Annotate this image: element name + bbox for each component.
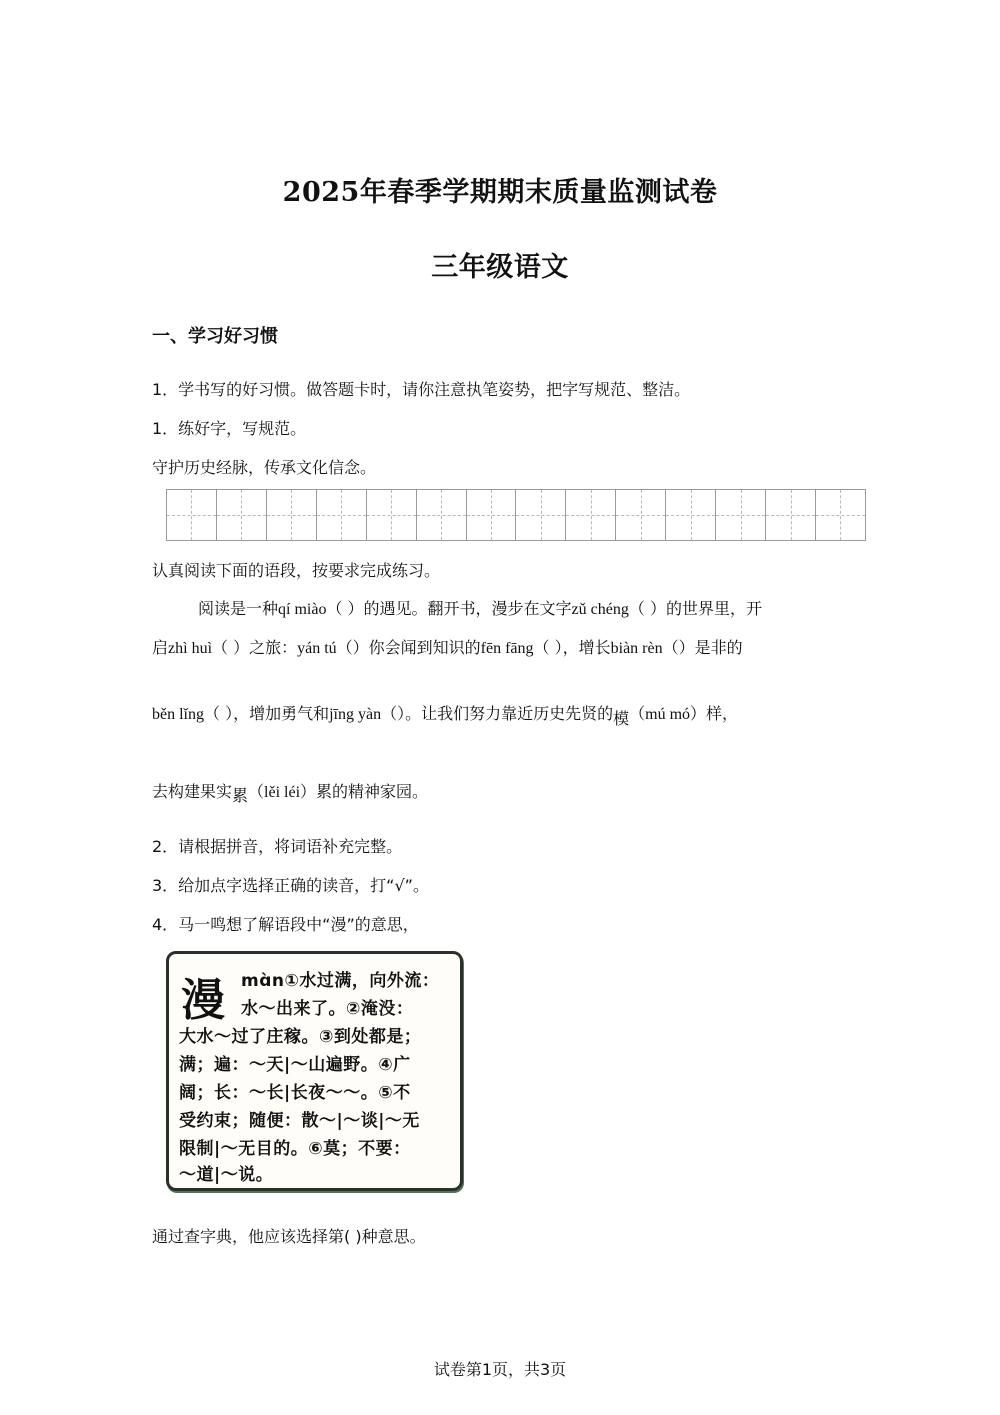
grid-cell[interactable]: [267, 490, 317, 540]
grid-cell[interactable]: [367, 490, 417, 540]
dotted-char: 模: [613, 709, 630, 728]
pinyin: fēn fāng: [480, 640, 534, 657]
dotted-char: 累: [232, 786, 249, 805]
question-4-followup: 通过查字典，他应该选择第( )种意思。: [152, 1227, 426, 1246]
text: 样，: [706, 704, 739, 723]
pinyin: jīng yàn: [329, 706, 382, 723]
grid-cell[interactable]: [666, 490, 716, 540]
dictionary-line: 阔；长：～长|长夜～～。⑤不: [179, 1083, 411, 1103]
text: （ ）之旅：: [212, 638, 298, 657]
grid-cell[interactable]: [516, 490, 566, 540]
dictionary-line: 限制|～无目的。⑥莫；不要：: [179, 1139, 411, 1159]
copy-text: 守护历史经脉，传承文化信念。: [152, 458, 377, 477]
pinyin: yán tú: [297, 640, 337, 657]
grid-cell[interactable]: [217, 490, 267, 540]
writing-grid[interactable]: [166, 489, 866, 541]
text: 启: [152, 638, 169, 657]
question-4: 4．马一鸣想了解语段中“漫”的意思，: [152, 915, 419, 934]
question-1-intro: 1．学书写的好习惯。做答题卡时，请你注意执笔姿势，把字写规范、整洁。: [152, 380, 691, 399]
reading-paragraph-line-4: [152, 779, 429, 805]
text: （）你会闻到知识的: [336, 638, 481, 657]
pinyin-choice[interactable]: （lěi léi）: [248, 784, 317, 801]
pinyin: biàn rèn: [610, 640, 663, 657]
exam-title: 2025年春季学期期末质量监测试卷: [282, 177, 718, 208]
reading-paragraph-line-3: [152, 701, 739, 728]
text: （ ）的世界里，开: [628, 599, 762, 618]
text: 去构建果实: [152, 782, 233, 801]
text: （）是非的: [662, 638, 743, 657]
grid-cell[interactable]: [417, 490, 467, 540]
reading-paragraph-line-1: [198, 596, 762, 619]
dictionary-line: mɑ̀n①水过满，向外流：: [241, 971, 440, 991]
grid-cell[interactable]: [167, 490, 217, 540]
text: （）。让我们努力靠近历史先贤的: [381, 704, 614, 723]
text: 累的精神家园。: [316, 782, 429, 801]
reading-paragraph-line-2: [152, 635, 743, 658]
dictionary-line: 受约束；随便：散～|～谈|～无: [179, 1111, 420, 1131]
grid-cell[interactable]: [317, 490, 367, 540]
exam-subtitle: 三年级语文: [431, 252, 569, 283]
dictionary-line: 水～出来了。②淹没：: [241, 999, 414, 1019]
pinyin: qí miào: [278, 601, 327, 618]
text: （ ），增加勇气和: [204, 704, 330, 723]
question-1-sub: 1．练好字，写规范。: [152, 419, 307, 438]
grid-cell[interactable]: [566, 490, 616, 540]
grid-cell[interactable]: [716, 490, 766, 540]
pinyin-choice[interactable]: （mú mó）: [629, 706, 707, 723]
section-heading: 一、学习好习惯: [152, 326, 278, 347]
text: （ ），增长: [533, 638, 611, 657]
grid-cell[interactable]: [766, 490, 816, 540]
text: 阅读是一种: [198, 599, 279, 618]
grid-cell[interactable]: [467, 490, 517, 540]
grid-cell[interactable]: [616, 490, 666, 540]
question-2: 2．请根据拼音，将词语补充完整。: [152, 837, 403, 856]
pinyin: zhì huì: [168, 640, 213, 657]
pinyin: běn lǐng: [152, 706, 204, 723]
question-3: 3．给加点字选择正确的读音，打“√”。: [152, 876, 429, 895]
pinyin: zǔ chéng: [571, 601, 629, 618]
reading-instruction: 认真阅读下面的语段，按要求完成练习。: [152, 561, 441, 580]
dictionary-line: 满；遍：～天|～山遍野。④广: [179, 1055, 411, 1075]
page-footer: 试卷第1页，共3页: [433, 1360, 567, 1379]
grid-cell[interactable]: [816, 490, 865, 540]
text: （ ）的遇见。翻开书，漫步在文字: [326, 599, 572, 618]
dictionary-entry-image: [166, 951, 463, 1191]
dictionary-line: ～道|～说。: [179, 1165, 274, 1185]
dictionary-line: 大水～过了庄稼。③到处都是；: [179, 1027, 422, 1047]
dictionary-headword: 漫: [181, 975, 225, 1026]
